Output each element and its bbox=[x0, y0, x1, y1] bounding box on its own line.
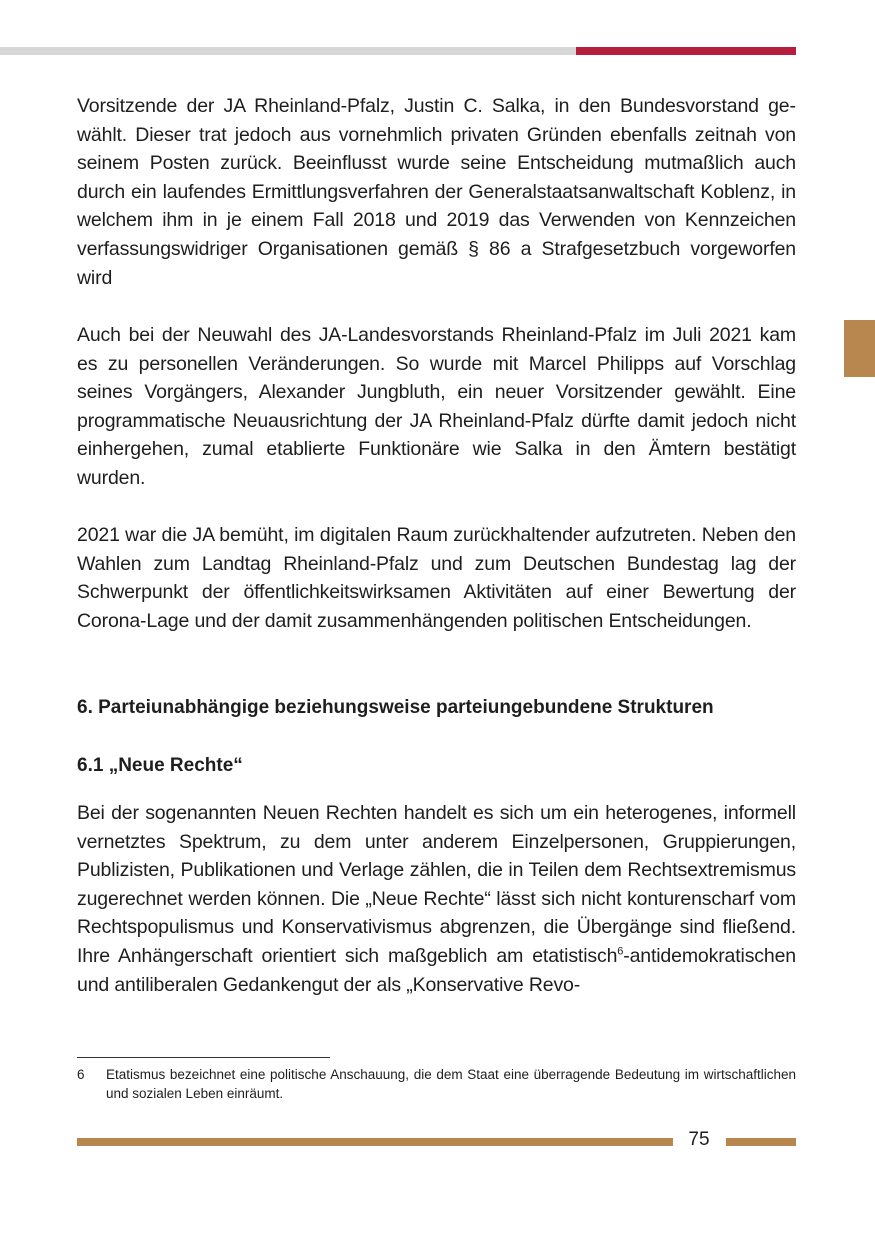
chapter-side-tab bbox=[844, 320, 875, 377]
footnote-text: Etatismus bezeichnet eine politische Anschauung, die dem Staat eine überragende Bedeutung im wirtschaftlichen und sozialen Leben einräumt. bbox=[106, 1067, 796, 1101]
footnote bbox=[77, 1065, 796, 1103]
section-heading-6-1: 6.1 „Neue Rechte“ bbox=[77, 755, 243, 776]
top-decor-bar-grey bbox=[0, 47, 576, 55]
page-number: 75 bbox=[688, 1129, 710, 1150]
paragraph-3: 2021 war die JA bemüht, im digitalen Raum zurückhaltender aufzutreten. Neben den Wahlen zum Landtag Rheinland-Pfalz und zum Deutschen Bundestag lag der Schwerpunkt der öffentlichkeitswirksamen Aktivitäten auf einer Bewertung der Corona-Lage und der damit zusammenhängenden politischen Entscheidungen. bbox=[77, 524, 796, 632]
footnote-divider bbox=[77, 1057, 330, 1058]
bottom-decor-bar-left bbox=[77, 1138, 673, 1146]
footnote-reference[interactable]: 6 bbox=[617, 945, 624, 958]
footnote-number: 6 bbox=[77, 1067, 85, 1082]
top-decor-bar-red bbox=[576, 47, 796, 55]
paragraph-4 bbox=[77, 799, 796, 999]
paragraph-4-end: -antidemokratischen und antiliberalen Gedankengut der als „Konservative Revo- bbox=[77, 944, 796, 996]
paragraph-4-start: Bei der sogenannten Neuen Rechten handelt es sich um ein heterogenes, informell vernetztes Spektrum, zu dem unter anderem Einzelpersonen, Gruppierungen, Publizisten, Publikationen und Verlage zählen, die in Teilen dem Rechtsextremismus zugerechnet werden können. Die „Neue Rechte“ lässt sich nicht konturenscharf vom Rechtspopulismus und Konservativismus abgrenzen, die Übergänge sind fließend. Ihre Anhängerschaft orientiert sich maßgeblich am etatistisch bbox=[77, 802, 796, 967]
bottom-decor-bar-right bbox=[726, 1138, 796, 1146]
section-heading-6: 6. Parteiunabhängige beziehungsweise parteiungebundene Strukturen bbox=[77, 697, 714, 718]
paragraph-1: Vorsitzende der JA Rheinland-Pfalz, Justin C. Salka, in den Bundesvorstand gewählt. Dieser trat jedoch aus vornehmlich privaten Gründen ebenfalls zeitnah von seinem Posten zurück. Beeinflusst wurde seine Entscheidung mutmaßlich auch durch ein laufendes Ermittlungsverfahren der Generalstaatsanwaltschaft Koblenz, in welchem ihm in je einem Fall 2018 und 2019 das Verwenden von Kennzeichen verfassungswidriger Organisationen gemäß § 86 a Strafgesetzbuch vorgeworfen wird bbox=[77, 95, 796, 289]
paragraph-2: Auch bei der Neuwahl des JA-Landesvorstands Rheinland-Pfalz im Juli 2021 kam es zu personellen Veränderungen. So wurde mit Marcel Philipps auf Vorschlag seines Vorgängers, Alexander Jungbluth, ein neuer Vorsitzender gewählt. Eine programmatische Neuausrichtung der JA Rheinland-Pfalz dürfte damit jedoch nicht einhergehen, zumal etablierte Funktionäre wie Salka in den Ämtern bestätigt wurden. bbox=[77, 324, 796, 489]
